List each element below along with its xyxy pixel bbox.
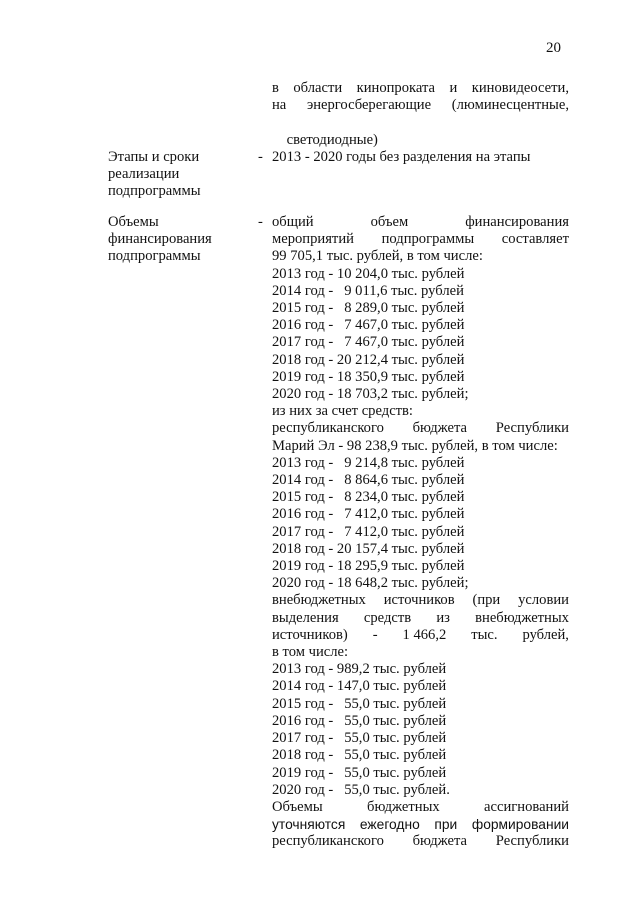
word: республиканского [272, 833, 384, 850]
word: финансирования [465, 214, 569, 230]
word: (при [472, 592, 501, 609]
extra-line-3 [272, 627, 569, 644]
word: ассигнований [484, 798, 569, 815]
financing-dash: - [258, 214, 263, 230]
extra-year-row: 2019 год - 55,0 тыс. рублей [272, 764, 447, 781]
word: из [436, 609, 450, 626]
word: при [434, 817, 458, 833]
total-year-row: 2015 год - 8 289,0 тыс. рублей [272, 300, 465, 317]
stages-dash: - [258, 149, 263, 165]
word: светодиодные) [286, 131, 378, 148]
word: внебюджетных [475, 609, 569, 626]
page-number: 20 [546, 40, 561, 56]
word: рублей, [522, 626, 569, 643]
word: в [272, 80, 279, 96]
word: Объемы [272, 798, 323, 815]
intro-line-1 [272, 80, 569, 97]
word: бюджета [412, 833, 468, 850]
total-year-row: 2018 год - 20 212,4 тыс. рублей [272, 351, 465, 368]
extra-line-2 [272, 610, 569, 627]
note-line-3 [272, 833, 569, 850]
stages-label-line: реализации [108, 166, 180, 183]
extra-year-row: 2016 год - 55,0 тыс. рублей [272, 712, 447, 729]
from-sources-line: из них за счет средств: [272, 403, 413, 420]
total-year-row: 2014 год - 9 011,6 тыс. рублей [272, 282, 464, 299]
total-year-row: 2020 год - 18 703,2 тыс. рублей; [272, 386, 469, 403]
total-line-3: 99 705,1 тыс. рублей, в том числе: [272, 248, 483, 265]
budget-line-2: Марий Эл - 98 238,9 тыс. рублей, в том числе: [272, 437, 558, 454]
budget-year-row: 2015 год - 8 234,0 тыс. рублей [272, 489, 465, 506]
word: бюджета [412, 420, 468, 437]
stages-label-line: подпрограммы [108, 183, 201, 200]
extra-year-row: 2013 год - 989,2 тыс. рублей [272, 661, 447, 678]
stages-label-line: Этапы и сроки [108, 149, 200, 165]
word: на [272, 97, 287, 114]
word: средств [363, 609, 412, 626]
budget-year-row: 2018 год - 20 157,4 тыс. рублей [272, 540, 465, 557]
word: Республики [495, 833, 569, 850]
word: подпрограммы [381, 231, 475, 248]
financing-label [108, 214, 248, 266]
word: бюджетных [367, 798, 440, 815]
word: и [449, 80, 458, 96]
word: киновидеосети, [471, 80, 569, 96]
total-line-2 [272, 231, 569, 248]
word: энергосберегающие [306, 97, 432, 114]
word: составляет [501, 231, 569, 248]
extra-line-1 [272, 592, 569, 609]
stages-value: 2013 - 2020 годы без разделения на этапы [272, 149, 531, 165]
financing-text [272, 214, 569, 851]
word: республиканского [272, 420, 384, 437]
total-year-row: 2016 год - 7 467,0 тыс. рублей [272, 317, 465, 334]
total-year-row: 2013 год - 10 204,0 тыс. рублей [272, 265, 465, 282]
extra-year-row: 2017 год - 55,0 тыс. рублей [272, 730, 447, 747]
intro-line-2 [272, 97, 569, 114]
word: выделения [272, 609, 339, 626]
financing-label-line: Объемы [108, 214, 159, 230]
stages-text [272, 149, 569, 166]
total-year-row: 2017 год - 7 467,0 тыс. рублей [272, 334, 465, 351]
word: формировании [471, 817, 569, 833]
word: кинопроката [356, 80, 436, 96]
note-line-1 [272, 799, 569, 816]
word: внебюджетных [272, 592, 366, 609]
budget-year-row: 2014 год - 8 864,6 тыс. рублей [272, 472, 465, 489]
total-line-1 [272, 214, 569, 231]
word: тыс. [471, 626, 498, 643]
word: Республики [495, 420, 569, 437]
budget-year-row: 2013 год - 9 214,8 тыс. рублей [272, 454, 465, 471]
word: объем [370, 214, 409, 230]
extra-line-4: в том числе: [272, 644, 349, 661]
extra-year-row: 2020 год - 55,0 тыс. рублей. [272, 781, 450, 798]
word: мероприятий [272, 231, 354, 248]
extra-year-row: 2018 год - 55,0 тыс. рублей [272, 747, 447, 764]
financing-label-line: финансирования [108, 231, 212, 248]
word: общий [272, 214, 314, 230]
budget-year-row: 2017 год - 7 412,0 тыс. рублей [272, 523, 465, 540]
word: условии [518, 592, 569, 609]
word: - [372, 626, 378, 643]
word: уточняются [272, 817, 346, 833]
stages-label [108, 149, 248, 201]
financing-label-line: подпрограммы [108, 248, 201, 265]
word: источников) [272, 626, 348, 643]
word: (люминесцентные, [451, 97, 569, 114]
budget-year-row: 2019 год - 18 295,9 тыс. рублей [272, 558, 465, 575]
extra-year-row: 2015 год - 55,0 тыс. рублей [272, 695, 447, 712]
total-year-row: 2019 год - 18 350,9 тыс. рублей [272, 368, 465, 385]
word: области [293, 80, 343, 96]
budget-year-row: 2016 год - 7 412,0 тыс. рублей [272, 506, 465, 523]
word: 1 466,2 [402, 626, 447, 643]
budget-line-1 [272, 420, 569, 437]
word: источников [383, 592, 455, 609]
budget-year-row: 2020 год - 18 648,2 тыс. рублей; [272, 575, 469, 592]
word: ежегодно [359, 817, 420, 833]
extra-year-row: 2014 год - 147,0 тыс. рублей [272, 678, 447, 695]
note-line-2 [272, 816, 569, 833]
